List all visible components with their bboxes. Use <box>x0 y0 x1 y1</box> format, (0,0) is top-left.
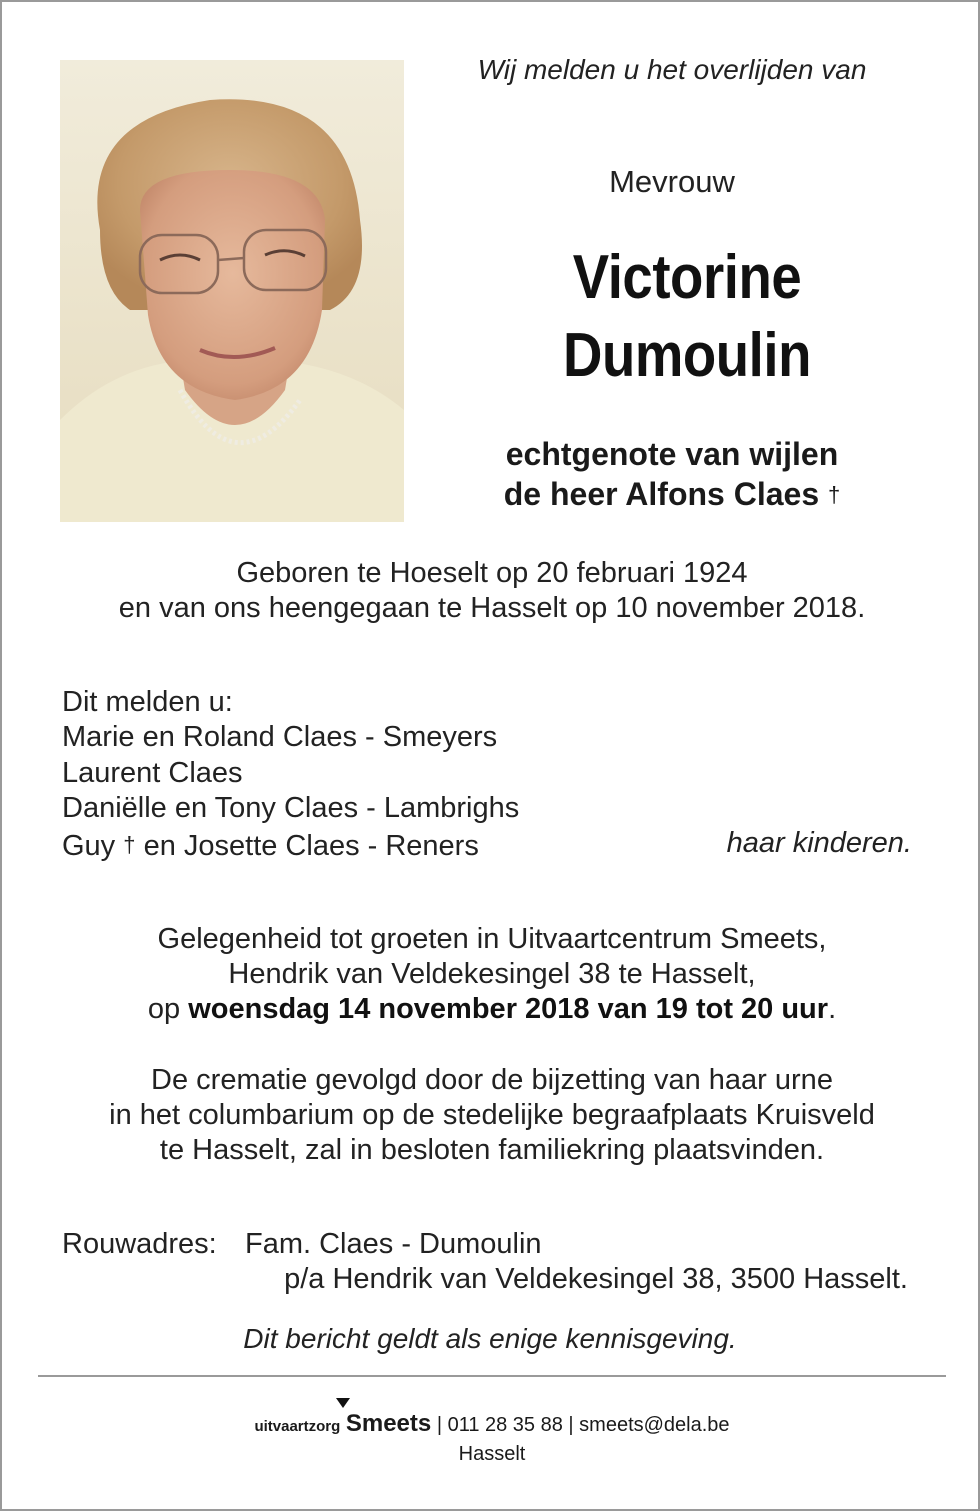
cremation-line-3: te Hasselt, zal in besloten familiekring plaatsvinden. <box>159 1134 825 1166</box>
portrait-photo <box>60 60 404 522</box>
address-line-2: p/a Hendrik van Veldekesingel 38, 3500 Hasselt. <box>284 1263 908 1295</box>
funeral-home-brand <box>346 1410 431 1437</box>
closing-note: Dit bericht geldt als enige kennisgeving. <box>243 1323 737 1354</box>
visit-line-1: Gelegenheid tot groeten in Uitvaartcentrum Smeets, <box>157 923 827 955</box>
family-member <box>62 827 519 864</box>
triangle-logo-icon <box>336 1398 350 1408</box>
funeral-home-contact <box>2 1410 980 1438</box>
funeral-home-phone-email: | 011 28 35 88 | smeets@dela.be <box>436 1414 730 1436</box>
visit-line-3-post: . <box>828 993 837 1025</box>
cremation-line-1: De crematie gevolgd door de bijzetting van haar urne <box>151 1064 833 1096</box>
cross-icon: † <box>828 482 841 507</box>
funeral-home-city: Hasselt <box>458 1443 526 1465</box>
family-member: Marie en Roland Claes - Smeyers <box>62 721 498 754</box>
deceased-last-name: Dumoulin <box>562 321 812 390</box>
address-line-1: Fam. Claes - Dumoulin <box>245 1228 542 1260</box>
family-list <box>62 685 519 864</box>
funeral-home-name: Smeets <box>345 1410 432 1437</box>
family-role: haar kinderen. <box>726 827 912 859</box>
visit-line-3-pre: op <box>147 993 181 1025</box>
born-line-2: en van ons heengegaan te Hasselt op 10 november 2018. <box>118 592 866 624</box>
family-intro: Dit melden u: <box>62 686 233 718</box>
visit-line-3 <box>2 992 980 1027</box>
intro-line: Wij melden u het overlijden van <box>477 54 867 85</box>
cross-icon: † <box>123 831 136 857</box>
divider <box>38 1375 946 1377</box>
cremation-line-2: in het columbarium op de stedelijke begraafplaats Kruisveld <box>109 1099 875 1131</box>
spouse-line-1: echtgenote van wijlen <box>505 436 839 472</box>
deceased-first-name: Victorine <box>572 243 802 312</box>
address-label: Rouwadres: <box>62 1228 217 1260</box>
family-member-rest: en Josette Claes - Reners <box>143 829 479 862</box>
portrait-image <box>60 60 404 522</box>
birth-death-info <box>2 556 980 626</box>
honorific: Mevrouw <box>609 164 735 199</box>
visit-date-time: woensdag 14 november 2018 van 19 tot 20 uur <box>188 993 829 1025</box>
spouse-line-2 <box>432 476 912 513</box>
spouse-name: de heer Alfons Claes <box>503 476 820 512</box>
family-member: Daniëlle en Tony Claes - Lambrighs <box>62 792 520 825</box>
family-member: Laurent Claes <box>62 756 243 789</box>
born-line-1: Geboren te Hoeselt op 20 februari 1924 <box>236 557 748 589</box>
cremation-info <box>2 1063 980 1168</box>
visit-line-2: Hendrik van Veldekesingel 38 te Hasselt, <box>228 958 756 990</box>
funeral-home-prefix: uitvaartzorg <box>254 1418 341 1435</box>
visitation-info <box>2 922 980 1027</box>
family-member-name: Guy <box>62 829 116 862</box>
